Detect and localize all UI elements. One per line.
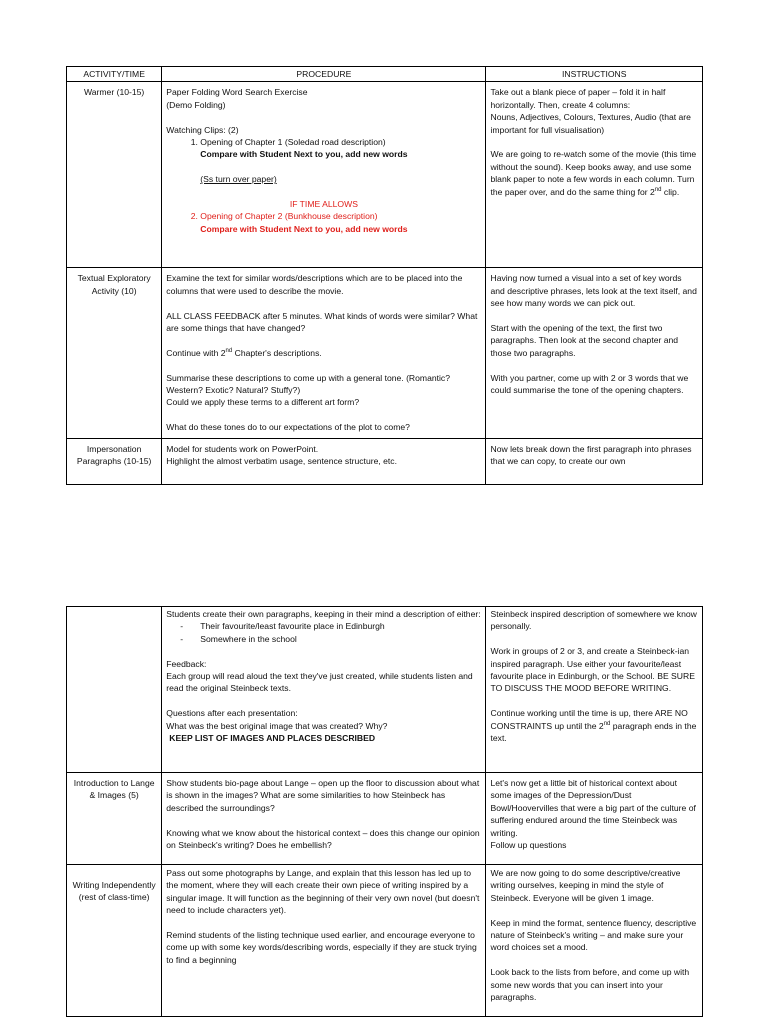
header-procedure: PROCEDURE	[162, 67, 486, 82]
procedure-cell	[162, 865, 486, 1017]
instructions-text: Nouns, Adjectives, Colours, Textures, Audio (that are important for full visualisation)	[490, 112, 691, 135]
instructions-text: We are going to re-watch some of the movie (this time without the sound). Keep books away, and use some blank paper to note a few words in each column. Turn the paper over, and do the same thing for 2nd clip.	[490, 149, 697, 197]
procedure-text: Remind students of the listing technique used earlier, and encourage everyone to come up with some key words/describing words, especially if they are stuck trying to find a beginning	[166, 930, 477, 965]
lesson-plan-table-2	[66, 606, 703, 1017]
activity-cell	[67, 268, 162, 438]
activity-cell	[67, 82, 162, 268]
procedure-text: Examine the text for similar words/descriptions which are to be placed into the columns that were used to describe the movie.	[166, 273, 463, 296]
procedure-bold-text: KEEP LIST OF IMAGES AND PLACES DESCRIBED	[169, 733, 376, 744]
procedure-text: What was the best original image that was created? Why?	[166, 720, 388, 731]
procedure-cell	[162, 607, 486, 773]
procedure-cell	[162, 438, 486, 484]
place-list	[166, 620, 481, 645]
instructions-text: Continue working until the time is up, there ARE NO CONSTRAINTS up until the 2nd paragraph ends in the text.	[490, 708, 697, 744]
table-row	[67, 773, 703, 865]
instructions-text: Now lets break down the first paragraph into phrases that we can copy, to create our own	[490, 443, 692, 467]
table-row	[67, 865, 703, 1017]
table-row	[67, 438, 703, 484]
procedure-text: Summarise these descriptions to come up with a general tone. (Romantic? Western? Exotic? Natural? Stuffy?)	[166, 372, 451, 396]
instructions-cell	[486, 268, 703, 438]
procedure-text: Continue with 2nd Chapter's descriptions.	[166, 347, 322, 358]
activity-cell	[67, 438, 162, 484]
header-activity-time: ACTIVITY/TIME	[67, 67, 162, 82]
activity-cell	[67, 865, 162, 1017]
list-item: 1. Opening of Chapter 1 (Soledad road description) Compare with Student Next to you, add new words	[200, 136, 481, 161]
procedure-text: Feedback:	[166, 658, 207, 669]
clip-list	[166, 210, 481, 235]
clip-list	[166, 136, 481, 161]
header-instructions: INSTRUCTIONS	[486, 67, 703, 82]
instructions-cell	[486, 438, 703, 484]
list-item: - Somewhere in the school	[180, 633, 481, 645]
list-item: - Their favourite/least favourite place in Edinburgh	[180, 620, 481, 632]
procedure-text: Knowing what we know about the historical context – does this change our opinion on Steinbeck's writing? Does he embellish?	[166, 827, 480, 851]
activity-label: Impersonation Paragraphs (10-15)	[76, 443, 152, 467]
if-time-allows-label: IF TIME ALLOWS	[289, 199, 358, 210]
list-item: 2. Opening of Chapter 2 (Bunkhouse description) Compare with Student Next to you, add new words	[200, 210, 481, 235]
instructions-text: Steinbeck inspired description of somewhere we know personally.	[490, 609, 697, 632]
instructions-text: Start with the opening of the text, the first two paragraphs. Then look at the second chapter and those two paragraphs.	[490, 323, 679, 358]
instructions-cell	[486, 82, 703, 268]
procedure-text: Pass out some photographs by Lange, and explain that this lesson has led up to the moment, where they will each create their own piece of writing inspired by a singular image. It will function as the beginning of their very own novel (but doesn't need to include characters yet).	[166, 868, 480, 916]
instructions-text: Keep in mind the format, sentence fluency, descriptive nature of Steinbeck's writing – and make sure your word choices set a mood.	[490, 917, 697, 953]
activity-label: Writing Independently (rest of class-time)	[72, 880, 156, 903]
procedure-cell	[162, 268, 486, 438]
instructions-cell	[486, 607, 703, 773]
procedure-text: Could we apply these terms to a different art form?	[166, 397, 360, 408]
activity-label: Introduction to Lange & Images (5)	[73, 778, 155, 801]
procedure-text: (Ss turn over paper)	[200, 174, 277, 185]
activity-cell	[67, 773, 162, 865]
instructions-text: We are now going to do some descriptive/creative writing ourselves, keeping in mind the style of Steinbeck. Everyone will be given 1 image.	[490, 868, 681, 903]
procedure-text: Show students bio-page about Lange – open up the floor to discussion about what is shown in the images? What are some similarities to how Steinbeck has described the surroundings?	[166, 778, 480, 813]
instructions-text: Having now turned a visual into a set of key words and descriptive phrases, lets look at the text itself, and see how many words we can pick out.	[490, 273, 697, 309]
instructions-text: Work in groups of 2 or 3, and create a Steinbeck-ian inspired paragraph. Use either your favourite/least favourite place in Edinburgh, or the School. BE SURE TO DISCUSS THE MOOD BEFORE WRITING.	[490, 646, 695, 694]
procedure-text: ALL CLASS FEEDBACK after 5 minutes. What kinds of words were similar? What are some things that have changed?	[166, 310, 478, 334]
procedure-text: What do these tones do to our expectations of the plot to come?	[166, 422, 410, 433]
procedure-text: Model for students work on PowerPoint.	[166, 443, 319, 454]
instructions-cell	[486, 865, 703, 1017]
instructions-text: Take out a blank piece of paper – fold it in half horizontally. Then, create 4 columns:	[490, 87, 666, 110]
procedure-text: Paper Folding Word Search Exercise	[166, 87, 308, 98]
procedure-text: Students create their own paragraphs, keeping in their mind a description of either:	[166, 609, 481, 619]
lesson-plan-table-1	[66, 66, 703, 485]
instructions-text: With you partner, come up with 2 or 3 words that we could summarise the tone of the opening chapters.	[490, 372, 689, 396]
procedure-text: (Demo Folding)	[166, 99, 226, 110]
procedure-text: Highlight the almost verbatim usage, sentence structure, etc.	[166, 456, 397, 467]
procedure-text: Questions after each presentation:	[166, 708, 298, 719]
activity-label: Warmer (10-15)	[83, 87, 145, 98]
instructions-text: Follow up questions	[490, 840, 567, 851]
instructions-cell	[486, 773, 703, 865]
table-row	[67, 607, 703, 773]
procedure-text: Watching Clips: (2)	[166, 124, 239, 135]
activity-cell	[67, 607, 162, 773]
instructions-text: Look back to the lists from before, and come up with some new words that you can insert into your paragraphs.	[490, 967, 690, 1003]
instructions-text: Let's now get a little bit of historical context about some images of the Depression/Dust Bowl/Hoovervilles that were a big part of the culture of suffering endured around the time Steinbeck was writing.	[490, 778, 696, 838]
procedure-text: Each group will read aloud the text they've just created, while students listen and read the original Steinbeck texts.	[166, 671, 473, 694]
table-row	[67, 82, 703, 268]
procedure-cell	[162, 773, 486, 865]
procedure-cell	[162, 82, 486, 268]
header-row	[67, 67, 703, 82]
procedure-bold-text: Compare with Student Next to you, add new words	[200, 223, 408, 234]
activity-label: Textual Exploratory Activity (10)	[77, 273, 151, 296]
table-row	[67, 268, 703, 438]
procedure-bold-text: Compare with Student Next to you, add new words	[200, 149, 408, 160]
